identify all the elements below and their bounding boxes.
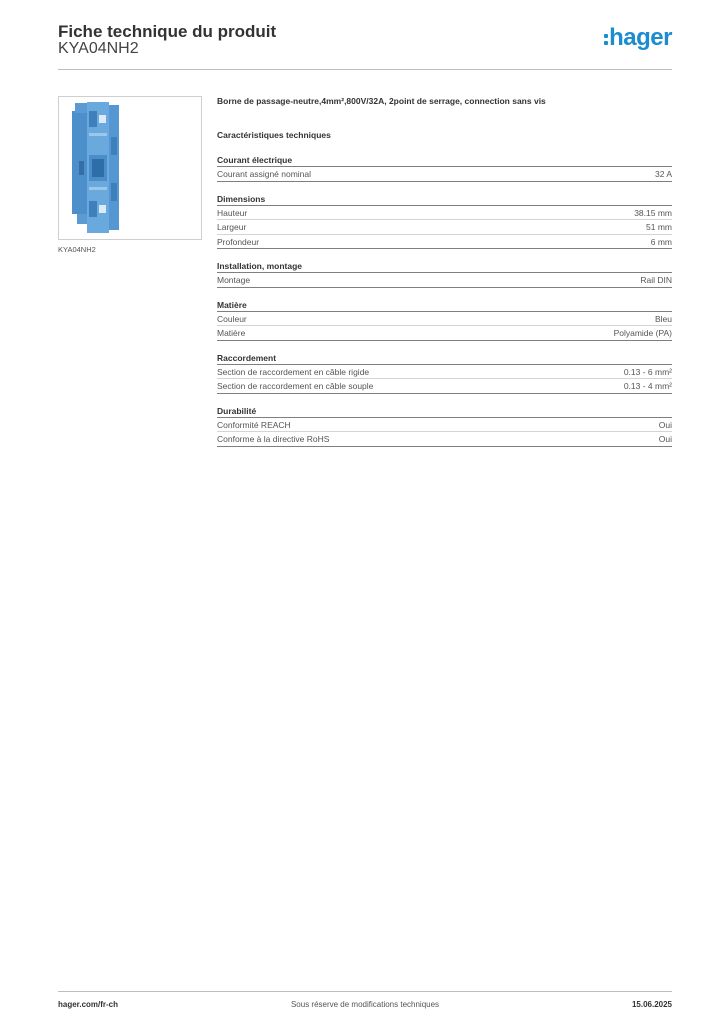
spec-value: 51 mm — [646, 222, 672, 232]
spec-label: Largeur — [217, 222, 247, 232]
spec-row — [217, 365, 672, 380]
terminal-block-image — [59, 97, 203, 241]
spec-label: Couleur — [217, 313, 247, 324]
product-content — [217, 96, 672, 457]
spec-value: 32 A — [654, 169, 672, 179]
spec-label: Conformité REACH — [217, 419, 291, 430]
spec-row — [217, 220, 672, 235]
spec-row — [217, 206, 672, 221]
spec-row — [217, 235, 672, 250]
logo-dots-icon — [604, 34, 608, 45]
spec-section-installation — [217, 259, 672, 288]
product-description: Borne de passage-neutre,4mm²,800V/32A, 2point de serrage, connection sans vis — [217, 96, 546, 106]
spec-row — [217, 432, 672, 447]
specs-title: Caractéristiques techniques — [217, 130, 331, 140]
spec-row — [217, 167, 672, 182]
section-title: Raccordement — [217, 351, 672, 365]
spec-label: Montage — [217, 275, 251, 285]
logo-text: hager — [609, 24, 672, 51]
spec-value: 0.13 - 6 mm² — [623, 366, 672, 377]
section-title: Dimensions — [217, 192, 672, 206]
spec-label: Courant assigné nominal — [217, 169, 312, 179]
footer-disclaimer: Sous réserve de modifications techniques — [290, 1000, 440, 1009]
spec-section-material — [217, 298, 672, 341]
page-header — [58, 20, 672, 70]
spec-section-dimensions — [217, 192, 672, 250]
spec-label: Matière — [217, 328, 246, 338]
spec-value: Bleu — [654, 313, 672, 324]
spec-label: Section de raccordement en câble rigide — [217, 366, 370, 377]
section-title: Durabilité — [217, 404, 672, 418]
spec-value: 6 mm — [650, 236, 672, 247]
spec-label: Section de raccordement en câble souple — [217, 381, 374, 391]
spec-label: Hauteur — [217, 207, 248, 218]
spec-value: Oui — [658, 434, 672, 444]
section-title: Matière — [217, 298, 672, 312]
spec-section-connection — [217, 351, 672, 394]
spec-label: Profondeur — [217, 236, 260, 247]
spec-value: 0.13 - 4 mm² — [623, 381, 672, 391]
page-footer — [58, 991, 672, 1011]
footer-website-link[interactable]: hager.com/fr-ch — [58, 1000, 119, 1009]
section-title: Courant électrique — [217, 153, 672, 167]
spec-row — [217, 273, 672, 288]
spec-row — [217, 418, 672, 433]
document-title: Fiche technique du produit — [58, 22, 277, 41]
spec-value: 38.15 mm — [634, 207, 672, 218]
spec-section-current — [217, 153, 672, 182]
spec-row — [217, 312, 672, 327]
footer-date: 15.06.2025 — [631, 1000, 672, 1009]
spec-value: Rail DIN — [640, 275, 672, 285]
image-caption: KYA04NH2 — [58, 245, 96, 254]
spec-row — [217, 379, 672, 394]
product-image — [58, 96, 202, 240]
spec-section-sustainability — [217, 404, 672, 447]
product-reference: KYA04NH2 — [58, 40, 139, 57]
spec-label: Conforme à la directive RoHS — [217, 434, 330, 444]
spec-value: Polyamide (PA) — [613, 328, 672, 338]
spec-row — [217, 326, 672, 341]
spec-value: Oui — [658, 419, 672, 430]
section-title: Installation, montage — [217, 259, 672, 273]
hager-logo — [604, 26, 672, 50]
